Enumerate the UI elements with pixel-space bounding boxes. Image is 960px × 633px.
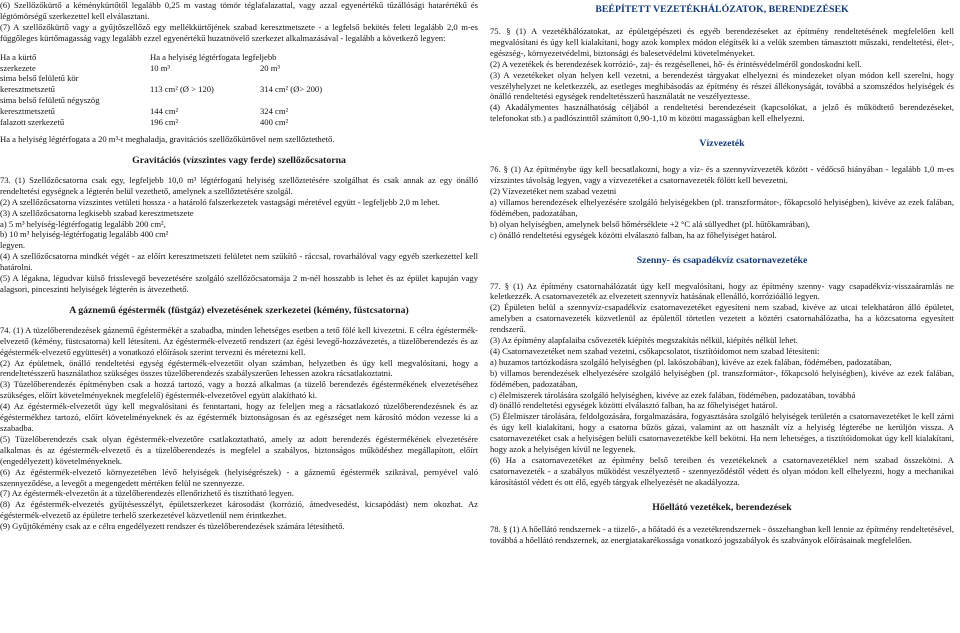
list-item: c) önálló rendeltetési egységek közötti elválasztó falban, ha az főhelyiséget határol. [490,229,777,240]
section-heading: Gravitációs (vízszintes vagy ferde) szellőzőcsatorna [132,154,346,166]
table-row: szerkezete 10 m³ 20 m³ [0,62,281,73]
paragraph: (3) A vezetékeket olyan helyen kell vezetni, a berendezést tárgyakat elhelyezni és mindezeket olyan módon kell szerelni, hogy veszélyhelyzet ne keletkezzék, az esetleges meghibásodás az építmény és részei állékonyságát, továbbá a szomszédos helyiségek és önálló rendeltetési egységek rendeltetésszerű használatát ne veszélyeztesse. [490,69,954,102]
list-item: a) 5 m³ helyiség-légtérfogatig legalább 200 cm², [0,218,166,229]
table-head-right: Ha a helyiség légtérfogata legfeljebb [150,51,277,62]
paragraph: (8) Az égéstermék-elvezetés gyűjtésesszélyt, épületszerkezet károsodást (korrózió, átnedvesedést, kicsapódást) nem okozhat. Az égéstermék-elvezető az épületre terhelő szerkezetével közvetlenül nem érintkezhet. [0,499,478,521]
list-item: c) élelmiszerek tárolására szolgáló helyiségben, kivéve az ezek falában, födémében, padozatában, továbbá [490,389,856,400]
table-row: keresztmetszetű 113 cm² (Ø > 120) 314 cm² (Ø> 200) [0,84,323,95]
paragraph: (4) Az égéstermék-elvezetőt úgy kell megvalósítani és fenntartani, hogy az feleljen meg a rácsatlakozó tüzelőberendezésnek és az égéstermékhez tartozó, előírt követelményeknek és az égéstermék biztonságosan és az egészséget nem károsító módon vezesse ki a szabadba. [0,401,478,433]
table-row: sima belső felületű négyszög [0,95,100,106]
paragraph: legyen. [0,240,26,251]
paragraph: (3) Tüzelőberendezés építményben csak a hozzá tartozó, vagy a hozzá alkalmas (a tüzelő berendezés égéstermékének elvezetéséhez szükséges, előírt követelményeknek megfelelő) égéstermék-elvezetővel együtt alakítható ki. [0,379,478,401]
list-item: a) huzamos tartózkodásra szolgáló helyiségben (pl. lakószobában), kivéve az ezek falában, födémében, padozatában, [490,356,892,367]
paragraph: (7) A szellőzőkürtő vagy a gyűjtőszellőző egy mellékkürtőjének szabad keresztmetszete - a legfelső bekötés felett legalább 2,0 m-es függőleges kürtőmagasság vagy legalább ezzel egyenértékű huzatnövelő szerkezet alkalmazásával - legalább a következő legyen: [0,21,478,43]
section-heading: Vízvezeték [699,138,745,150]
paragraph: (2) Az épületnek, önálló rendeltetési egység égéstermék-elvezetőit olyan számban, helyzetben és úgy kell megvalósítani, hogy a rendeltetésszerű használathoz szükséges összes tüzelőberendezés szabályszerűen lehessen azokra rácsatlakoztatni. [0,357,478,379]
paragraph: (2) Épületen belül a szennyvíz-csapadékvíz csatornavezetéket egyesíteni nem szabad, kivéve az utcai telekhatáron álló épületet, amelyben a csatornavezeték közvetlenül az épülettől törtetlen vezetett a köztéri csatornahálózatba, ha a közcsatorna egyesített rendszerű. [490,302,954,335]
paragraph: (2) A vezetékek és berendezések korrózió-, zaj- és rezgésellenei, hő- és érintésvédelméről gondoskodni kell. [490,58,862,69]
paragraph: (4) Akadálymentes használhatóság céljából a rendeltetési berendezéseit (kapcsolókat, a jelző és működtető berendezéseket, telefonokat stb.) a padlószinttől számított 0,90-1,10 m közötti magasságban kell elhelyezni. [490,102,954,124]
list-item: b) villamos berendezések elhelyezésére szolgáló helyiségben (pl. transzformátor-, főkapcsoló helyiségben), kivéve az ezek falában, födémében, padozatában, [490,367,954,389]
table-head-left: Ha a kürtő [0,51,37,62]
paragraph: (5) A légakna, légudvar külső frisslevegő bevezetésére szolgáló szellőzőcsatornája 2 m-nél hosszabb is lehet és az épület kapuján vagy alagsori, pinceszinti helyiségek légterén is átvezethető. [0,273,478,294]
section-heading: Hőellátó vezetékek, berendezések [652,501,792,513]
section-heading: Szenny- és csapadékvíz csatornavezetéke [636,254,808,266]
section-heading: A gáznemű égéstermék (füstgáz) elvezetésének szerkezetei (kémény, füstcsatorna) [69,304,409,316]
paragraph: (6) Ha a csatornavezetéket az építmény belső tereiben és vezetékeknek a csatornavezetékkel nem szabad összekötni. A csatornavezeték - a szabályos működést veszélyeztető - szennyeződéstől védett és olyan módon kell elhelyezni, hogy a mechanikai károsítástól védett és ott élő, egyéb tárgyak elhelyezését ne akadályozza. [490,455,954,487]
paragraph: (9) Gyűjtőkémény csak az e célra engedélyezett rendszer és tüzelőberendezések számára létesíthető. [0,521,345,532]
table-row: falazott szerkezetű 196 cm² 400 cm² [0,117,289,128]
paragraph: (5) Tüzelőberendezés csak olyan égéstermék-elvezetőre csatlakoztatható, amely az adott berendezés égéstermékének elvezetésére alkalmas és az égéstermék-elvezető és a tüzelőberendezés is megfelel a szabályos, biztonságos működéshez megállapított, előírt (engedélyezett) követelményeknek. [0,433,478,466]
paragraph: (4) A szellőzőcsatorna mindkét végét - az előírt keresztmetszeti felületet nem szűkítő - ráccsal, rovarhálóval vagy egyéb szerkezettel kell határolni. [0,251,478,273]
paragraph: (3) Az építmény alapfalaiba csővezeték kiépítés megszakítás nélkül, kiépítés nélkül lehet. [490,335,798,346]
paragraph: (3) A szellőzőcsatorna legkisebb szabad keresztmetszete [0,207,194,218]
list-item: d) önálló rendeltetési egységek közötti elválasztó falban, ha az főhelyiséget határol. [490,400,778,411]
paragraph: (4) Csatornavezetéket nem szabad vezetni, csőkapcsolatot, tisztítóidomot nem szabad létesíteni: [490,345,820,356]
list-item: a) villamos berendezések elhelyezésére szolgáló helyiségekben (pl. transzformátor-, főkapcsoló helyiségben), kivéve az ezek falában, födémében, padozatában, [490,196,954,218]
paragraph: 74. (1) A tüzelőberendezések gáznemű égéstermékét a szabadba, minden lehetséges esetben a tető fölé kell kivezetni. E célra égéstermék-elvezető (kémény, füstcsatorna) kell létesíteni. Az égéstermék-elvezető rendszert (az égési levegő-hozzávezetés, a tüzelőberendezés és az égéstermék-elvezető együttesét) a vonatkozó előírások szerint tervezni és méretezni kell. [0,324,478,357]
table-row: sima belső felületű kör [0,73,79,84]
section-heading: BEÉPÍTETT VEZETÉKHÁLÓZATOK, BERENDEZÉSEK [595,4,849,15]
list-item: b) olyan helyiségben, amelynek belső hőmérséklete +2 °C alá süllyedhet (pl. hűtőkamrában), [490,218,810,229]
paragraph: 75. § (1) A vezetékhálózatokat, az épületgépészeti és egyéb berendezéseket az építmény rendeltetésének megfelelően kell megvalósítani és úgy kell kialakítani, hogy azok komplex módon elégítsék ki a velük szemben támasztott műszaki, rendeltetési, élet-, egészség-, környezetvédelmi, biztonsági és balesetvédelmi követelményeket. [490,26,954,58]
paragraph: (6) Szellőzőkürtő a kéménykürtőtől legalább 0,25 m vastag tömör téglafalazattal, vagy azzal egyenértékű tűzállósági hatarértékű és légtömörségű szerkezettel kell elválasztani. [0,0,478,21]
paragraph: (2) A szellőzőcsatorna vízszintes vetületi hossza - a határoló falszerkezetek vastagsági méretével együtt - legfeljebb 2,0 m lehet. [0,196,440,207]
chimney-table [0,52,420,128]
paragraph: 73. (1) Szellőzőcsatorna csak egy, legfeljebb 10,0 m³ légtérfogatú helyiség szellőztetésére szolgálhat és csak annak az egy önálló rendeltetési egységnek a légterén belül vezethető, amelynek a szellőztetésére szolgál. [0,174,478,196]
paragraph: 76. § (1) Az építménybe úgy kell becsatlakozni, hogy a víz- és a szennyvízvezeték között - védőcső hiányában - legalább 1,0 m-es vízszintes távolság legyen, vagy a vízvezetéket a csatornavezeték fölött kell bevezetni. [490,164,954,186]
paragraph: (7) Az égéstermék-elvezetőn át a tüzelőberendezés ellenőrizhető és tisztítható legyen. [0,488,294,499]
right-column [490,0,954,546]
table-row: keresztmetszetű 144 cm² 324 cm² [0,106,289,117]
table-note: Ha a helyiség légtérfogata a 20 m³-t meghaladja, gravitációs szellőzőkürtővel nem szellőztethető. [0,133,335,144]
paragraph: 78. § (1) A hőellátó rendszernek - a tüzelő-, a hőátadó és a vezetékrendszernek - összehangban kell lennie az építmény rendeltetésével, továbbá a hőellátó rendszernek, az energiatakarékossága vonatkozó jogszabályok és szabványok előírásainak megfelelően. [490,523,954,545]
list-item: b) 10 m³ helyiség-légtérfogatig legalább 400 cm² [0,229,169,240]
paragraph: (2) Vízvezetéket nem szabad vezetni [490,185,617,196]
paragraph: (6) Az égéstermék-elvezető környezetében lévő helyiségek (helyiségrészek) - a gáznemű égéstermék szikrával, pernyével való szennyeződése, a levegőt a megengedett mértéken felül ne szennyezze. [0,466,478,488]
left-column [0,0,478,532]
paragraph: 77. § (1) Az építmény csatornahálózatát úgy kell megvalósítani, hogy az építmény szenny- vagy csapadékvíz-visszaáramlás ne keletkezzék. A csatornavezeték az elvezetett szennyvíz hatásának ellenálló, korrózióálló legyen. [490,280,954,302]
paragraph: (5) Élelmiszer tárolására, feldolgozására, forgalmazására, fogyasztására szolgáló helyiségek területén a csatornavezetéket le kell zárni és úgy kell kialakítani, hogy a csatorna bűzös gázai, valamint az ott használt víz a helyiség légterébe ne kerüljön vissza. A csatornavezetéket csak a helyiségen belüli csatornavezetékbe kell bekötni. Ha nem lehetséges, a tisztítóidomokat úgy kell kialakítani, hogy azok a helyiségen kívül ne legyenek. [490,411,954,455]
